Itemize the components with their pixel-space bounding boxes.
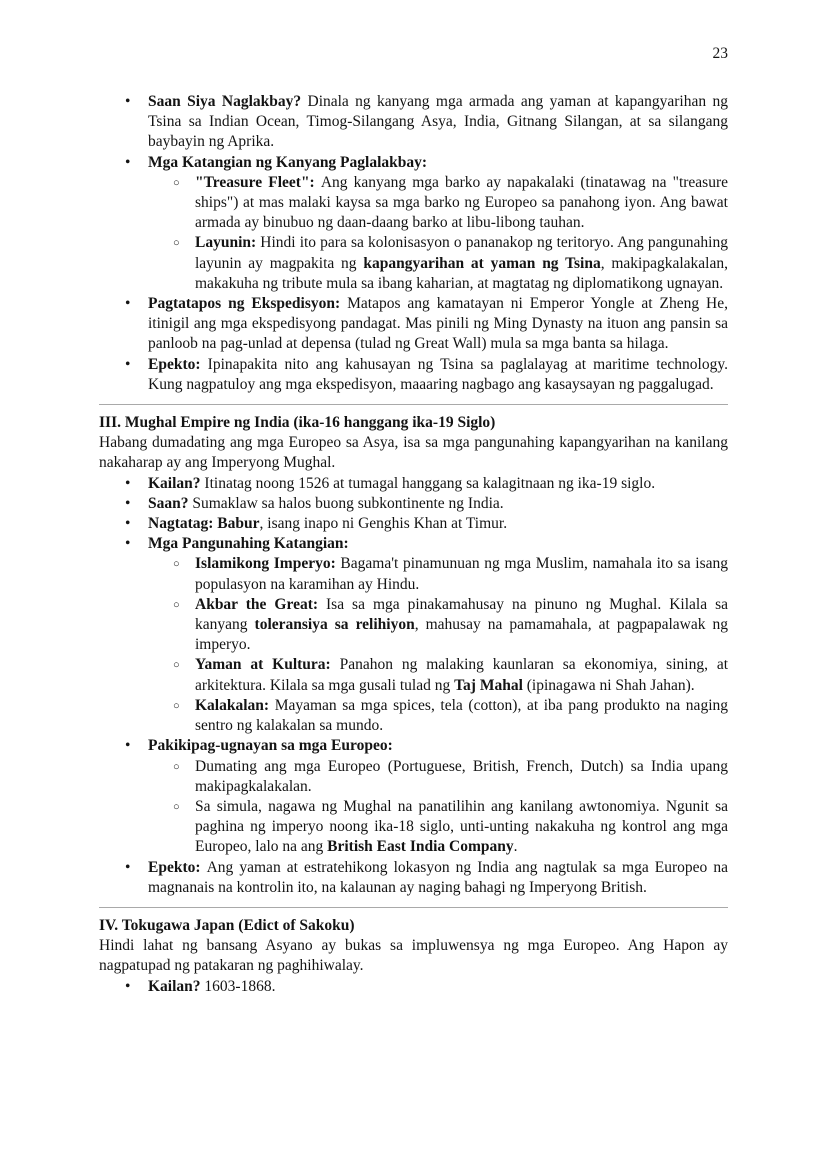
bold-run: Pagtatapos ng Ekspedisyon: bbox=[148, 295, 348, 313]
section-divider bbox=[99, 404, 728, 405]
text-run: , mahusay na pamamahala, at pagpapalawak ng imperyo. bbox=[195, 616, 729, 654]
list-item bbox=[99, 92, 728, 153]
text-run: , makipagkalakalan, makakuha ng tribute mula sa ibang kaharian, at magtatag ng diplomatikong ugnayan. bbox=[195, 254, 728, 292]
text-run: Hindi lahat ng bansang Asyano ay bukas sa impluwensya ng mga Europeo. Ang Hapon ay nagpatupad ng patakaran ng paghihiwalay. bbox=[99, 937, 728, 975]
bullet-icon: • bbox=[125, 977, 131, 995]
list-item bbox=[99, 534, 728, 736]
bullet-icon: • bbox=[125, 295, 131, 313]
sub-bullet-list bbox=[148, 554, 728, 736]
bullet-icon: • bbox=[125, 153, 131, 171]
document-body bbox=[99, 92, 728, 997]
sub-list-item bbox=[148, 173, 728, 234]
bullet-icon: • bbox=[125, 535, 131, 553]
bold-run: III. Mughal Empire ng India (ika-16 hanggang ika-19 Siglo) bbox=[99, 414, 496, 432]
bold-run: Islamikong Imperyo: bbox=[195, 555, 341, 573]
bold-run: kapangyarihan at yaman ng Tsina bbox=[363, 254, 601, 272]
sub-bullet-list bbox=[148, 757, 728, 858]
bold-run: Kailan? bbox=[148, 474, 205, 492]
list-item bbox=[99, 294, 728, 355]
text-run: Mayaman sa mga spices, tela (cotton), at iba pang produkto na naging sentro ng kalakalan sa mundo. bbox=[195, 696, 728, 735]
sub-bullet-icon: ○ bbox=[173, 760, 180, 773]
text-run: Bagama't pinamunuan ng mga Muslim, namahala ito sa isang populasyon na karamihan ay Hindu. bbox=[195, 555, 728, 593]
sub-list-item bbox=[148, 554, 728, 594]
sub-list-item bbox=[148, 797, 728, 858]
text-run: Isa sa mga pinakamahusay na pinuno ng Mughal. Kilala sa kanyang bbox=[195, 595, 728, 634]
text-run: 1603-1868. bbox=[204, 977, 276, 995]
text-run: (ipinagawa ni Shah Jahan). bbox=[522, 676, 695, 694]
text-run: Dumating ang mga Europeo (Portuguese, British, French, Dutch) sa India upang makipagkalakalan. bbox=[195, 757, 728, 795]
text-run: Panahon ng malaking kaunlaran sa ekonomiya, sining, at arkitektura. Kilala sa mga gusali tulad ng bbox=[195, 656, 729, 694]
bullet-icon: • bbox=[125, 474, 131, 492]
section-heading bbox=[99, 413, 728, 433]
list-item bbox=[99, 474, 728, 494]
text-run: Hindi ito para sa kolonisasyon o pananakop ng teritoryo. Ang pangunahing layunin ay magpakita ng bbox=[195, 234, 728, 272]
text-run: , isang inapo ni Genghis Khan at Timur. bbox=[259, 515, 508, 533]
body-paragraph bbox=[99, 936, 728, 976]
text-run: Sumaklaw sa halos buong subkontinente ng India. bbox=[192, 494, 504, 512]
bold-run: Epekto: bbox=[148, 355, 208, 373]
bold-run: Yaman at Kultura: bbox=[195, 656, 340, 674]
bullet-icon: • bbox=[125, 355, 131, 373]
list-item bbox=[99, 494, 728, 514]
bold-run: Layunin: bbox=[195, 234, 261, 252]
sub-bullet-icon: ○ bbox=[173, 699, 180, 712]
text-run: Itinatag noong 1526 at tumagal hanggang sa kalagitnaan ng ika-19 siglo. bbox=[204, 474, 656, 492]
bold-run: Saan? bbox=[148, 494, 193, 512]
bullet-list bbox=[99, 92, 728, 395]
text-run: Sa simula, nagawa ng Mughal na panatilihin ang kanilang awtonomiya. Ngunit sa paghina ng imperyo noong ika-18 siglo, unti-unting nakakuha ng kontrol ang mga Europeo, lalo na ang bbox=[195, 797, 728, 856]
bullet-icon: • bbox=[125, 515, 131, 533]
body-paragraph bbox=[99, 433, 728, 473]
bullet-icon: • bbox=[125, 494, 131, 512]
bold-run: "Treasure Fleet": bbox=[195, 173, 321, 191]
page-number: 23 bbox=[712, 45, 728, 62]
bold-run: Kailan? bbox=[148, 977, 205, 995]
bullet-list bbox=[99, 474, 728, 898]
section-divider bbox=[99, 907, 728, 908]
sub-list-item bbox=[148, 655, 728, 695]
bold-run: Mga Katangian ng Kanyang Paglalakbay: bbox=[148, 153, 428, 171]
sub-list-item bbox=[148, 595, 728, 656]
bullet-icon: • bbox=[125, 858, 131, 876]
bold-run: Pakikipag-ugnayan sa mga Europeo: bbox=[148, 737, 393, 755]
bullet-icon: • bbox=[125, 93, 131, 110]
text-run: Habang dumadating ang mga Europeo sa Asya, isa sa mga pangunahing kapangyarihan na kanilang nakaharap ay ang Imperyong Mughal. bbox=[99, 434, 728, 472]
list-item bbox=[99, 977, 728, 997]
section-heading bbox=[99, 916, 728, 936]
bold-run: toleransiya sa relihiyon bbox=[254, 616, 415, 634]
sub-bullet-list bbox=[148, 173, 728, 294]
bold-run: British East India Company bbox=[327, 838, 514, 856]
list-item bbox=[99, 153, 728, 294]
bold-run: Mga Pangunahing Katangian: bbox=[148, 535, 349, 553]
sub-list-item bbox=[148, 233, 728, 294]
bold-run: Saan Siya Naglakbay? bbox=[148, 93, 308, 110]
bold-run: Kalakalan: bbox=[195, 696, 275, 714]
bold-run: Taj Mahal bbox=[454, 676, 523, 694]
sub-bullet-icon: ○ bbox=[173, 558, 180, 571]
text-run: Ang yaman at estratehikong lokasyon ng India ang nagtulak sa mga Europeo na magnanais na kontrolin ito, na kalaunan ay naging bahagi ng Imperyong British. bbox=[148, 858, 728, 896]
sub-bullet-icon: ○ bbox=[173, 176, 180, 189]
text-run: Ipinapakita nito ang kahusayan ng Tsina sa paglalayag at maritime technology. Kung nagpatuloy ang mga ekspedisyon, maaaring nagbago ang kasaysayan ng paggalugad. bbox=[148, 355, 728, 393]
sub-bullet-icon: ○ bbox=[173, 237, 180, 250]
sub-list-item bbox=[148, 757, 728, 797]
sub-list-item bbox=[148, 696, 728, 736]
bold-run: IV. Tokugawa Japan (Edict of Sakoku) bbox=[99, 916, 355, 934]
bullet-list bbox=[99, 977, 728, 997]
text-run: Ang kanyang mga barko ay napakalaki (tinatawag na "treasure ships") at mas malaki kaysa sa mga barko ng Europeo sa panahong iyon. Ang bawat armada ay binubuo ng daan-daang barko at libu-libong tauhan. bbox=[195, 173, 728, 232]
list-item bbox=[99, 736, 728, 857]
sub-bullet-icon: ○ bbox=[173, 800, 180, 813]
sub-bullet-icon: ○ bbox=[173, 659, 180, 672]
bold-run: Nagtatag: Babur bbox=[148, 515, 260, 533]
text-run: Matapos ang kamatayan ni Emperor Yongle at Zheng He, itinigil ang mga ekspedisyong pandagat. Mas pinili ng Ming Dynasty na ituon ang pansin sa panloob na pag-unlad at depensa (tulad ng Great Wall) mula sa mga banta sa hilaga. bbox=[148, 295, 728, 353]
list-item bbox=[99, 858, 728, 898]
bold-run: Epekto: bbox=[148, 858, 207, 876]
bold-run: Akbar the Great: bbox=[195, 595, 326, 613]
bullet-icon: • bbox=[125, 737, 131, 755]
text-run: Dinala ng kanyang mga armada ang yaman at kapangyarihan ng Tsina sa Indian Ocean, Timog-Silangang Asya, India, Gitnang Silangan, at sa silangang baybayin ng Aprika. bbox=[148, 93, 728, 151]
text-run: . bbox=[513, 838, 518, 856]
list-item bbox=[99, 514, 728, 534]
list-item bbox=[99, 355, 728, 395]
sub-bullet-icon: ○ bbox=[173, 598, 180, 611]
